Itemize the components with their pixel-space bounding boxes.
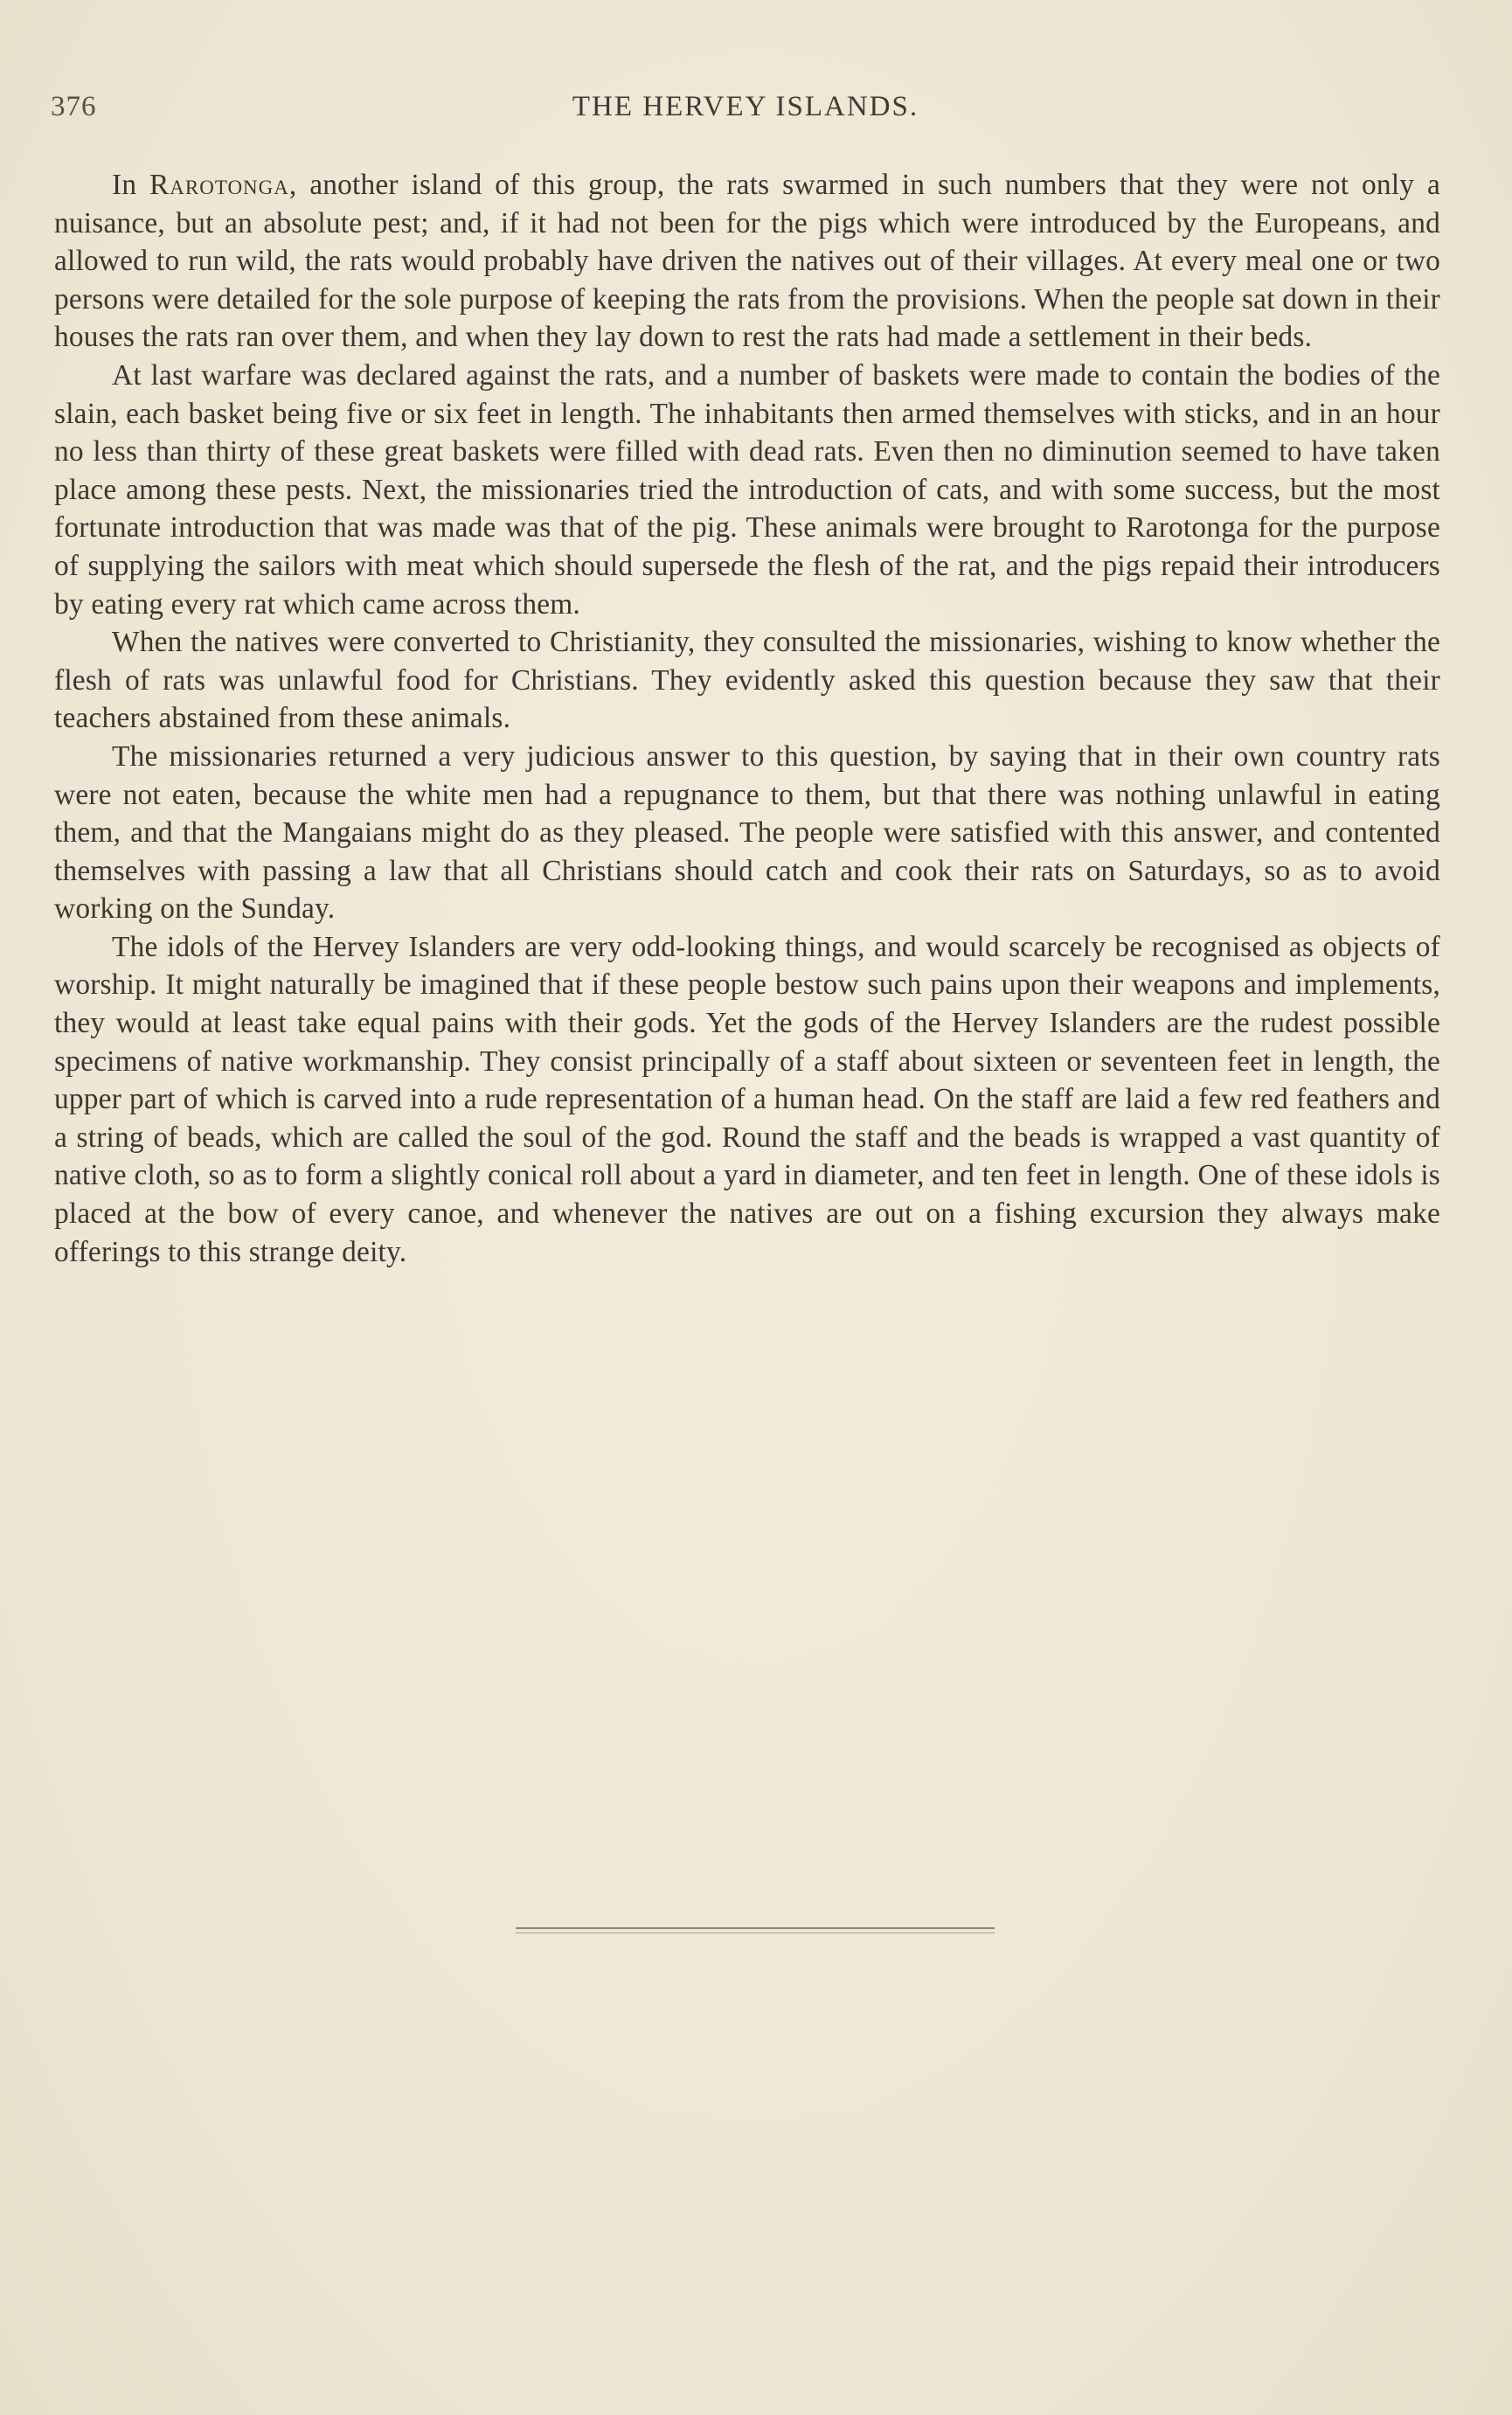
running-head: THE HERVEY ISLANDS.: [572, 91, 919, 122]
body-text: [54, 166, 1440, 1271]
end-rule-divider: [516, 1927, 995, 1929]
paragraph-rarotonga-rats: [54, 166, 1440, 357]
place-name-smallcaps: Rarotonga: [149, 169, 289, 201]
page-header: [51, 91, 1440, 133]
paragraph-text: , another island of this group, the rats swarmed in such numbers that they were not only a nuisance, but an absolute pest; and, if it had not been for the pigs which were introduced by the Europeans, and allowed to run wild, the rats would probably have driven the natives out of their villages. At every meal one or two persons were detailed for the sole purpose of keeping the rats from the provisions. When the people sat down in their houses the rats ran over them, and when they lay down to rest the rats had made a settlement in their beds.: [54, 169, 1440, 354]
paragraph-warfare-on-rats: At last warfare was declared against the rats, and a number of baskets were made to contain the bodies of the slain, each basket being five or six feet in length. The inhabitants then armed themselves with sticks, and in an hour no less than thirty of these great baskets were filled with dead rats. Even then no diminution seemed to have taken place among these pests. Next, the missionaries tried the introduction of cats, and with some success, but the most fortunate introduction that was made was that of the pig. These animals were brought to Rarotonga for the purpose of supplying the sailors with meat which should supersede the flesh of the rat, and the pigs repaid their introducers by eating every rat which came across them.: [54, 358, 1440, 621]
paragraph-christianity-question: When the natives were converted to Christianity, they consulted the missionaries, wishing to know whether the flesh of rats was unlawful food for Christians. They evidently asked this question because they saw that their teachers abstained from these animals.: [54, 626, 1440, 735]
paragraph-missionary-answer: The missionaries returned a very judicious answer to this question, by saying that in their own country rats were not eaten, because the white men had a repugnance to them, but that there was nothing unlawful in eating them, and that the Mangaians might do as they pleased. The people were satisfied with this answer, and contented themselves with passing a law that all Christians should catch and cook their rats on Saturdays, so as to avoid working on the Sunday.: [54, 739, 1440, 926]
paragraph-lead: In: [112, 169, 149, 201]
paragraph-idols: The idols of the Hervey Islanders are very odd-looking things, and would scarcely be recognised as objects of worship. It might naturally be imagined that if these people bestow such pains upon their weapons and implements, they would at least take equal pains with their gods. Yet the gods of the Hervey Islanders are the rudest possible specimens of native workmanship. They consist principally of a staff about sixteen or seventeen feet in length, the upper part of which is carved into a rude representation of a human head. On the staff are laid a few red feathers and a string of beads, which are called the soul of the god. Round the staff and the beads is wrapped a vast quantity of native cloth, so as to form a slightly conical roll about a yard in diameter, and ten feet in length. One of these idols is placed at the bow of every canoe, and whenever the natives are out on a fishing excursion they always make offerings to this strange deity.: [54, 930, 1440, 1268]
page-number: 376: [51, 91, 97, 122]
